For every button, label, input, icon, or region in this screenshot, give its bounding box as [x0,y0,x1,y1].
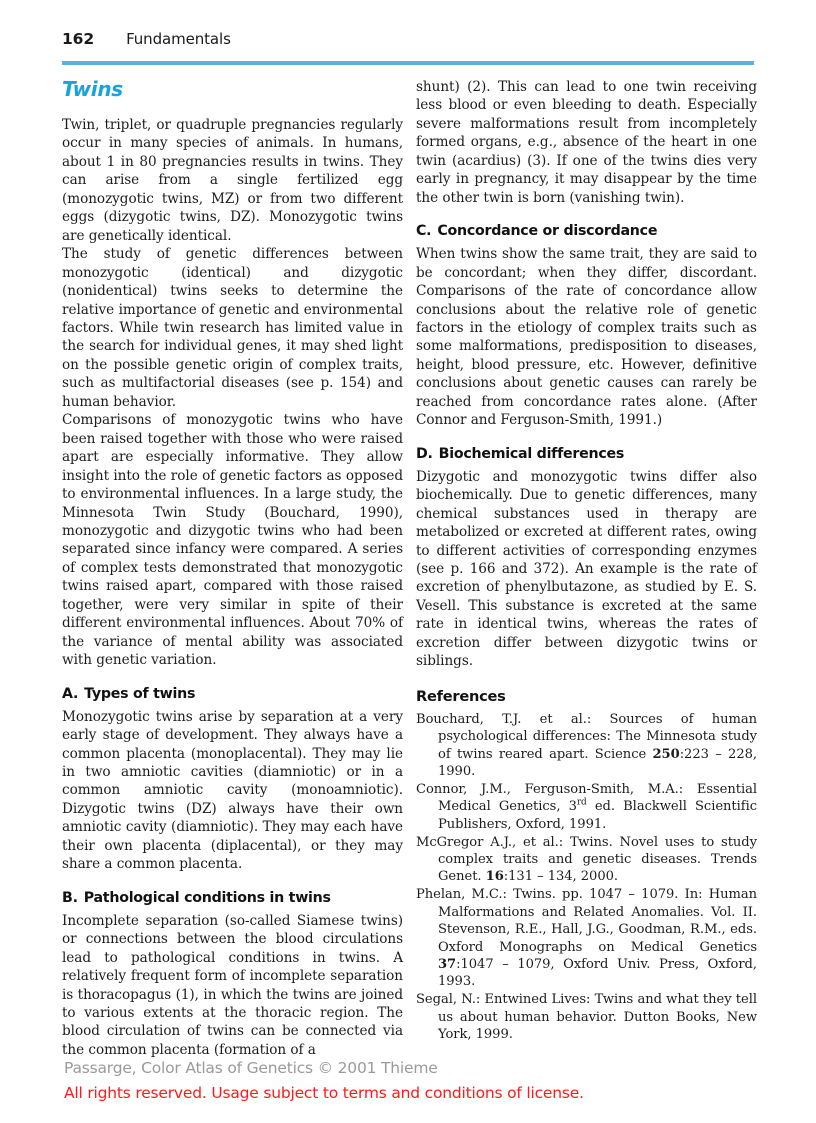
header-rule-divider [62,61,754,65]
section-title-a: Types of twins [84,685,196,702]
intro-paragraph-2: The study of genetic differences between monozygotic (identical) and dizygotic (nonidentical) twins seeks to determine the relative importance of genetic and environmental factors. While twin research has limited value in the search for individual genes, it may shed light on the possible genetic origin of complex traits, such as multifactorial diseases (see p. 154) and human behavior. [62,246,403,410]
intro-paragraph-1: Twin, triplet, or quadruple pregnancies regularly occur in many species of animals. In humans, about 1 in 80 pregnancies results in twins. They can arise from a single fertilized egg (monozygotic twins, MZ) or from two different eggs (dizygotic twins, DZ). Monozygotic twins are genetically identical. [62,117,403,244]
section-letter-b: B. [62,889,78,906]
page-footer [64,1057,764,1104]
intro-paragraph-3: Comparisons of monozygotic twins who have been raised together with those who were raised apart are especially informative. They allow insight into the role of genetic factors as opposed to environmental influences. In a large study, the Minnesota Twin Study (Bouchard, 1990), monozygotic and dizygotic twins who had been separated since infancy were compared. A series of complex tests demonstrated that monozygotic twins raised apart, compared with those raised together, were very similar in spite of their different environmental influences. About 70% of the variance of mental ability was associated with genetic variation. [62,412,403,669]
section-body-d: Dizygotic and monozygotic twins differ also biochemically. Due to genetic differences, many chemical substances used in therapy are metabolized or excreted at different rates, owing to different activities of corresponding enzymes (see p. 166 and 372). An example is the rate of excretion of phenylbutazone, as studied by E. S. Vesell. This substance is excreted at the same rate in identical twins, whereas the rates of excretion differ between dizygotic twins or siblings. [416,468,757,670]
running-head-title: Fundamentals [126,30,231,48]
reference-item: Connor, J.M., Ferguson-Smith, M.A.: Essential Medical Genetics, 3rd ed. Blackwell Scientific Publishers, Oxford, 1991. [416,781,757,832]
reference-item: Phelan, M.C.: Twins. pp. 1047 – 1079. In: Human Malformations and Related Anomalies. Vol. II. Stevenson, R.E., Hall, J.G., Goodman, R.M., eds. Oxford Monographs on Medical Genetics 37:1047 – 1079, Oxford Univ. Press, Oxford, 1993. [416,887,757,990]
reference-item: Segal, N.: Entwined Lives: Twins and what they tell us about human behavior. Dutton Books, New York, 1999. [416,992,757,1043]
section-title-b: Pathological conditions in twins [83,889,331,906]
section-b-continuation: shunt) (2). This can lead to one twin receiving less blood or even bleeding to death. Especially severe malformations result from incompletely formed organs, e.g., absence of the heart in one twin (acardius) (3). If one of the twins dies very early in pregnancy, it may disappear by the time the other twin is born (vanishing twin). [416,79,757,206]
copyright-notice: Passarge, Color Atlas of Genetics © 2001 Thieme [64,1059,438,1077]
rights-notice: All rights reserved. Usage subject to terms and conditions of license. [64,1084,584,1102]
running-head [62,30,754,58]
references-heading: References [416,687,506,705]
page-number: 162 [62,30,95,48]
section-body-a: Monozygotic twins arise by separation at a very early stage of development. They always have a common placenta (monoplacental). They may lie in two amniotic cavities (diamniotic) or in a common amniotic cavity (monoamniotic). Dizygotic twins (DZ) always have their own amniotic cavity (diamniotic). They may each have their own placenta (diplacental), or they may share a common placenta. [62,708,403,873]
section-heading-a [62,686,403,703]
references-list [416,711,757,1044]
reference-volume: 250 [652,746,680,762]
page-title: Twins [62,77,123,101]
section-letter-a: A. [62,685,79,702]
section-body-c: When twins show the same trait, they are said to be concordant; when they differ, discordant. Comparisons of the rate of concordance allow conclusions about the relative role of genetic factors in the etiology of complex traits such as some malformations, predisposition to diseases, height, blood pressure, etc. However, definitive conclusions about genetic causes can rarely be reached from concordance rates alone. (After Connor and Ferguson-Smith, 1991.) [416,246,757,429]
reference-item: Bouchard, T.J. et al.: Sources of human psychological differences: The Minnesota study of twins reared apart. Science 250:223 – 228, 1990. [416,711,757,779]
reference-volume: 16 [485,869,504,885]
reference-volume: 37 [438,956,457,972]
section-heading-b [62,890,403,907]
section-title-d: Biochemical differences [438,445,625,462]
right-column [416,78,757,1043]
section-title-c: Concordance or discordance [437,223,658,240]
reference-ordinal-suffix: rd [576,797,587,808]
section-letter-d: D. [416,445,433,462]
section-body-b: Incomplete separation (so-called Siamese twins) or connections between the blood circulations lead to pathological conditions in twins. A relatively frequent form of incomplete separation is thoracopagus (1), in which the twins are joined to various extents at the thoracic region. The blood circulation of twins can be connected via the common placenta (formation of a [62,912,403,1058]
section-letter-c: C. [416,223,432,240]
left-column [62,78,403,1059]
reference-item: McGregor A.J., et al.: Twins. Novel uses to study complex traits and genetic diseases. Trends Genet. 16:131 – 134, 2000. [416,834,757,885]
section-heading-d [416,446,757,463]
section-heading-c [416,223,757,240]
